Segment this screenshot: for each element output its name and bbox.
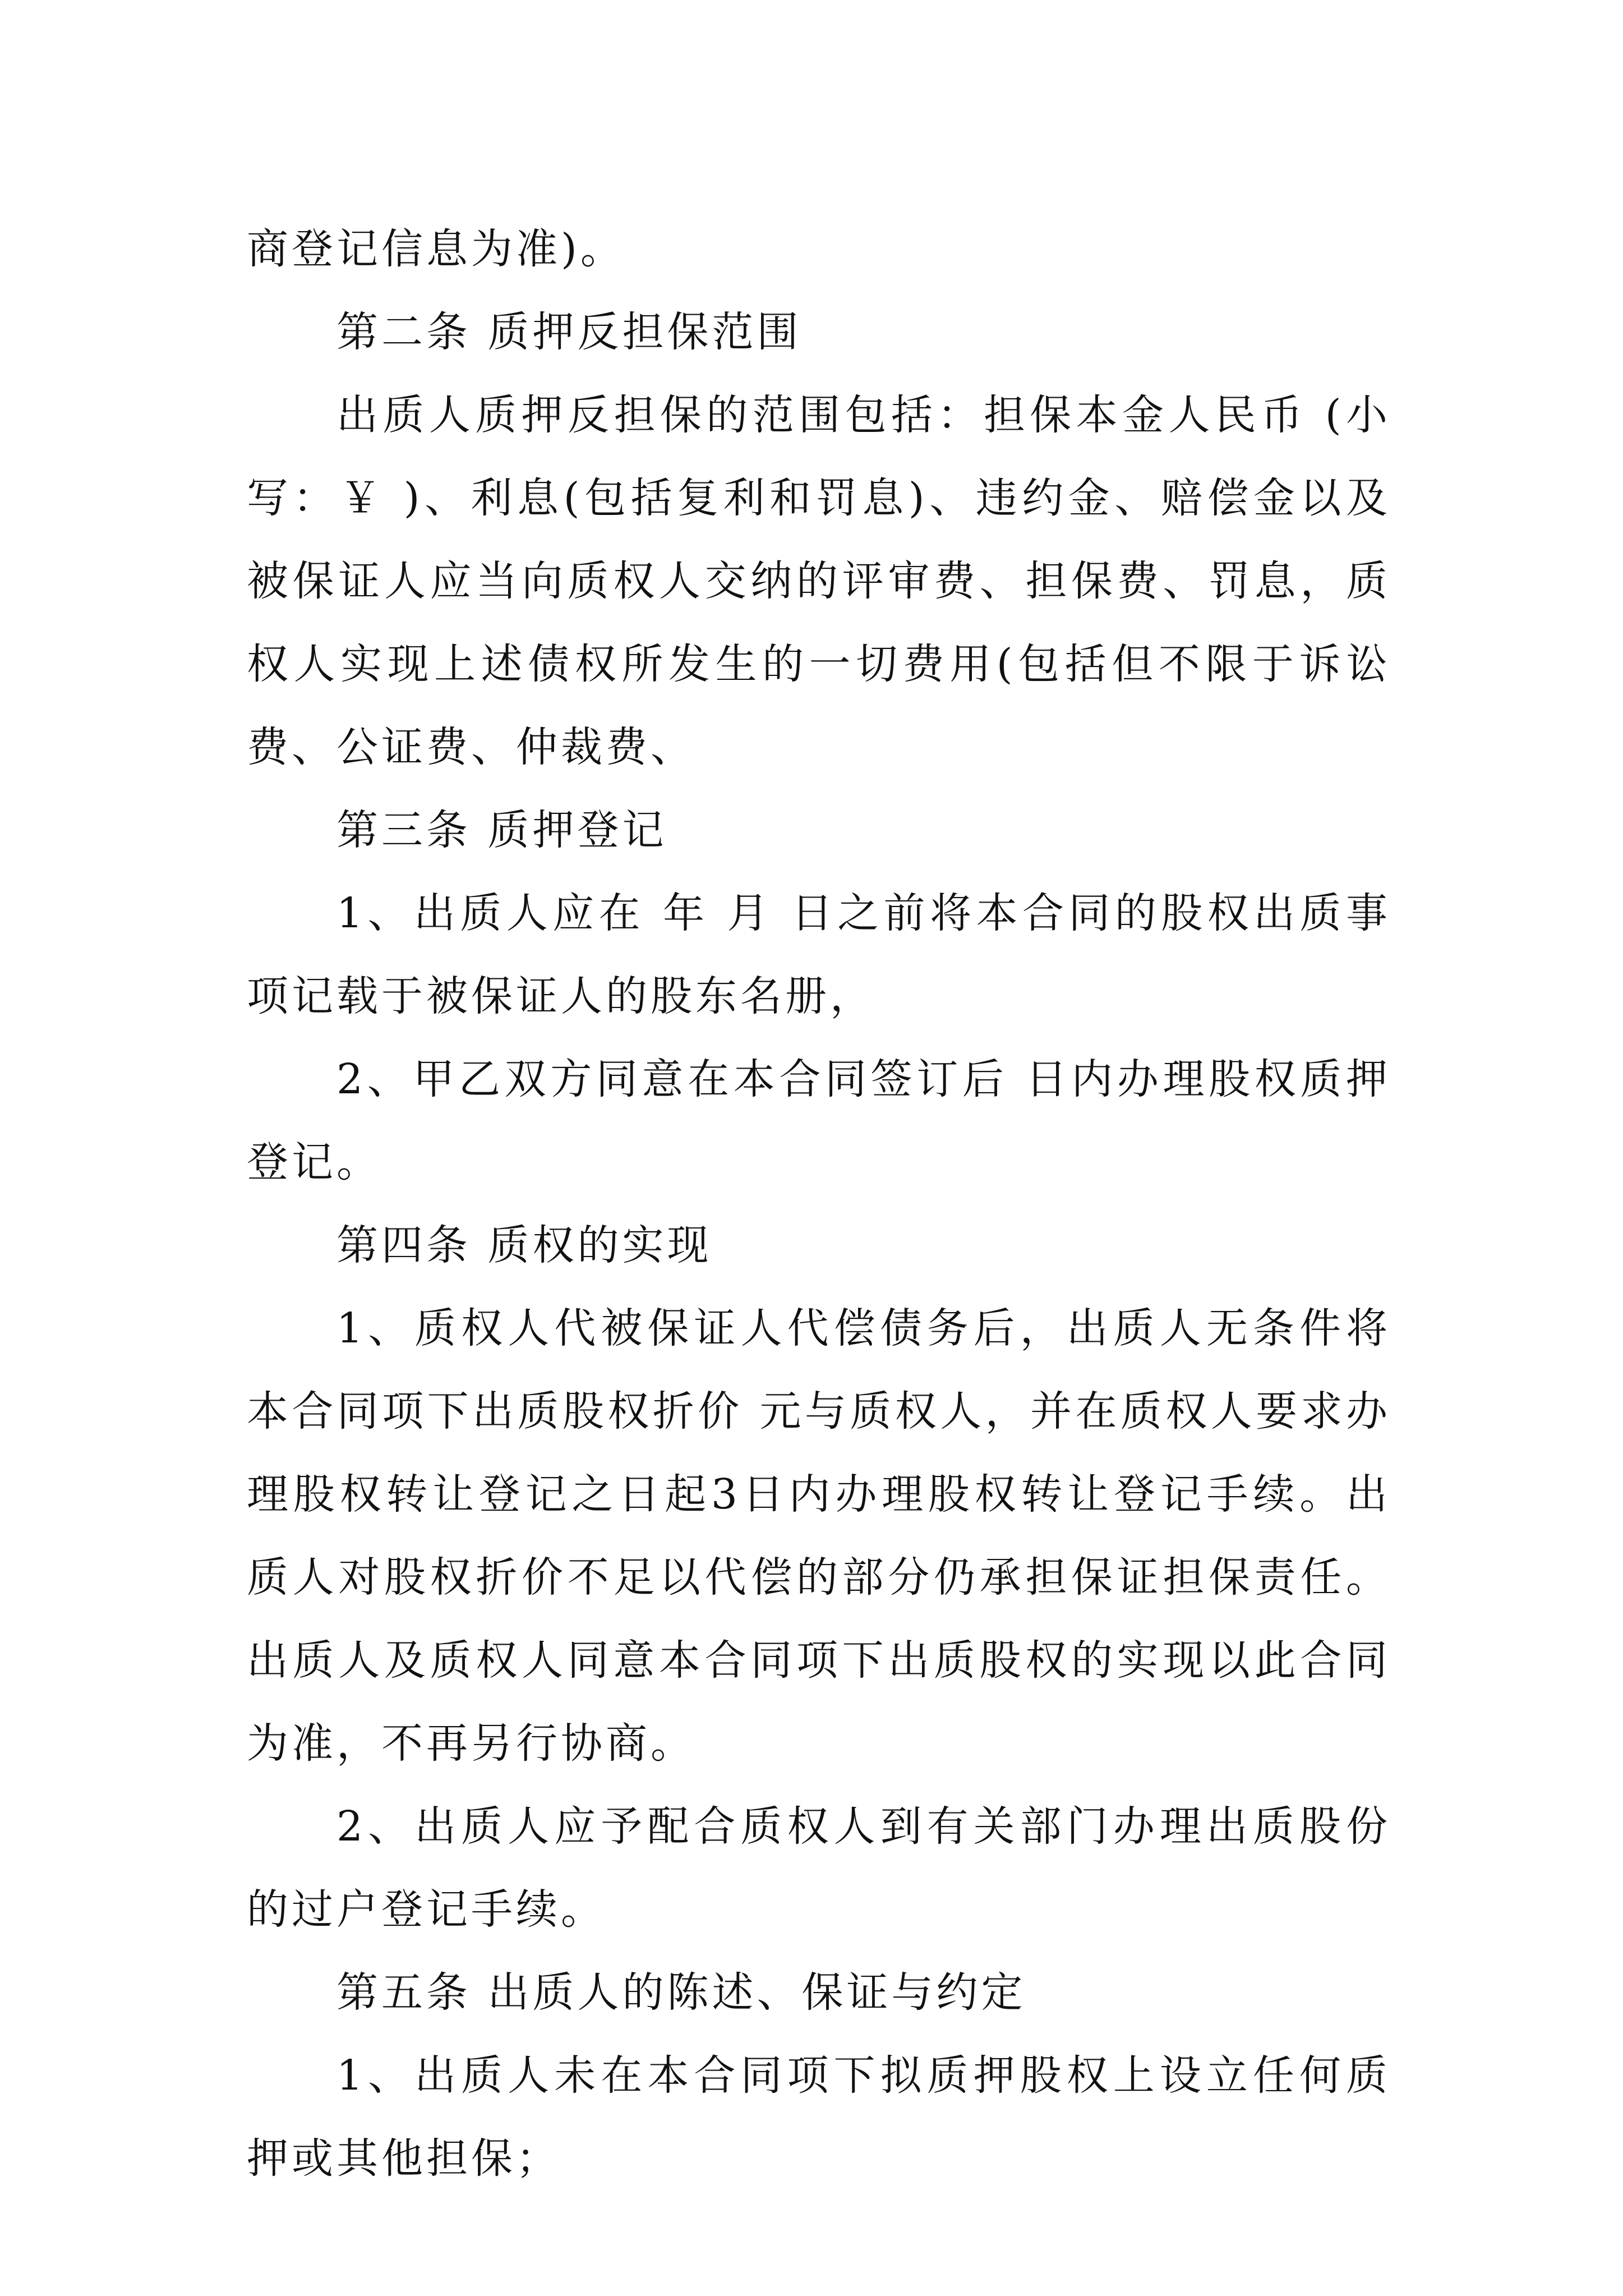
paragraph-realization-1: 1、质权人代被保证人代偿债务后，出质人无条件将本合同项下出质股权折价 元与质权人，并在质权人要求办理股权转让登记之日起3日内办理股权转让登记手续。出质人对股权折价不足以代偿的部分仍承担保证担保责任。出质人及质权人同意本合同项下出质股权的实现以此合同为准，不再另行协商。 bbox=[247, 1304, 1391, 1768]
article-heading-5: 第五条 出质人的陈述、保证与约定 bbox=[336, 1968, 1026, 2017]
paragraph-registration-2: 2、甲乙双方同意在本合同签订后 日内办理股权质押登记。 bbox=[247, 1055, 1391, 1186]
paragraph-registration-1: 1、出质人应在 年 月 日之前将本合同的股权出质事项记载于被保证人的股东名册， bbox=[247, 889, 1391, 1020]
article-heading-3: 第三条 质押登记 bbox=[336, 806, 667, 854]
paragraph-scope: 出质人质押反担保的范围包括：担保本金人民币 (小写：￥ )、利息(包括复利和罚息)、违约金、赔偿金以及被保证人应当向质权人交纳的评审费、担保费、罚息，质权人实现上述债权所发生的一切费用(包括但不限于诉讼费、公证费、仲裁费、 bbox=[247, 391, 1391, 771]
article-heading-2: 第二条 质押反担保范围 bbox=[336, 308, 802, 356]
paragraph-representation-1: 1、出质人未在本合同项下拟质押股权上设立任何质押或其他担保； bbox=[247, 2051, 1391, 2183]
article-heading-4: 第四条 质权的实现 bbox=[336, 1221, 712, 1269]
paragraph-realization-2: 2、出质人应予配合质权人到有关部门办理出质股份的过户登记手续。 bbox=[247, 1802, 1391, 1934]
paragraph-continuation: 商登记信息为准)。 bbox=[247, 225, 625, 273]
document-body bbox=[247, 208, 1391, 2200]
